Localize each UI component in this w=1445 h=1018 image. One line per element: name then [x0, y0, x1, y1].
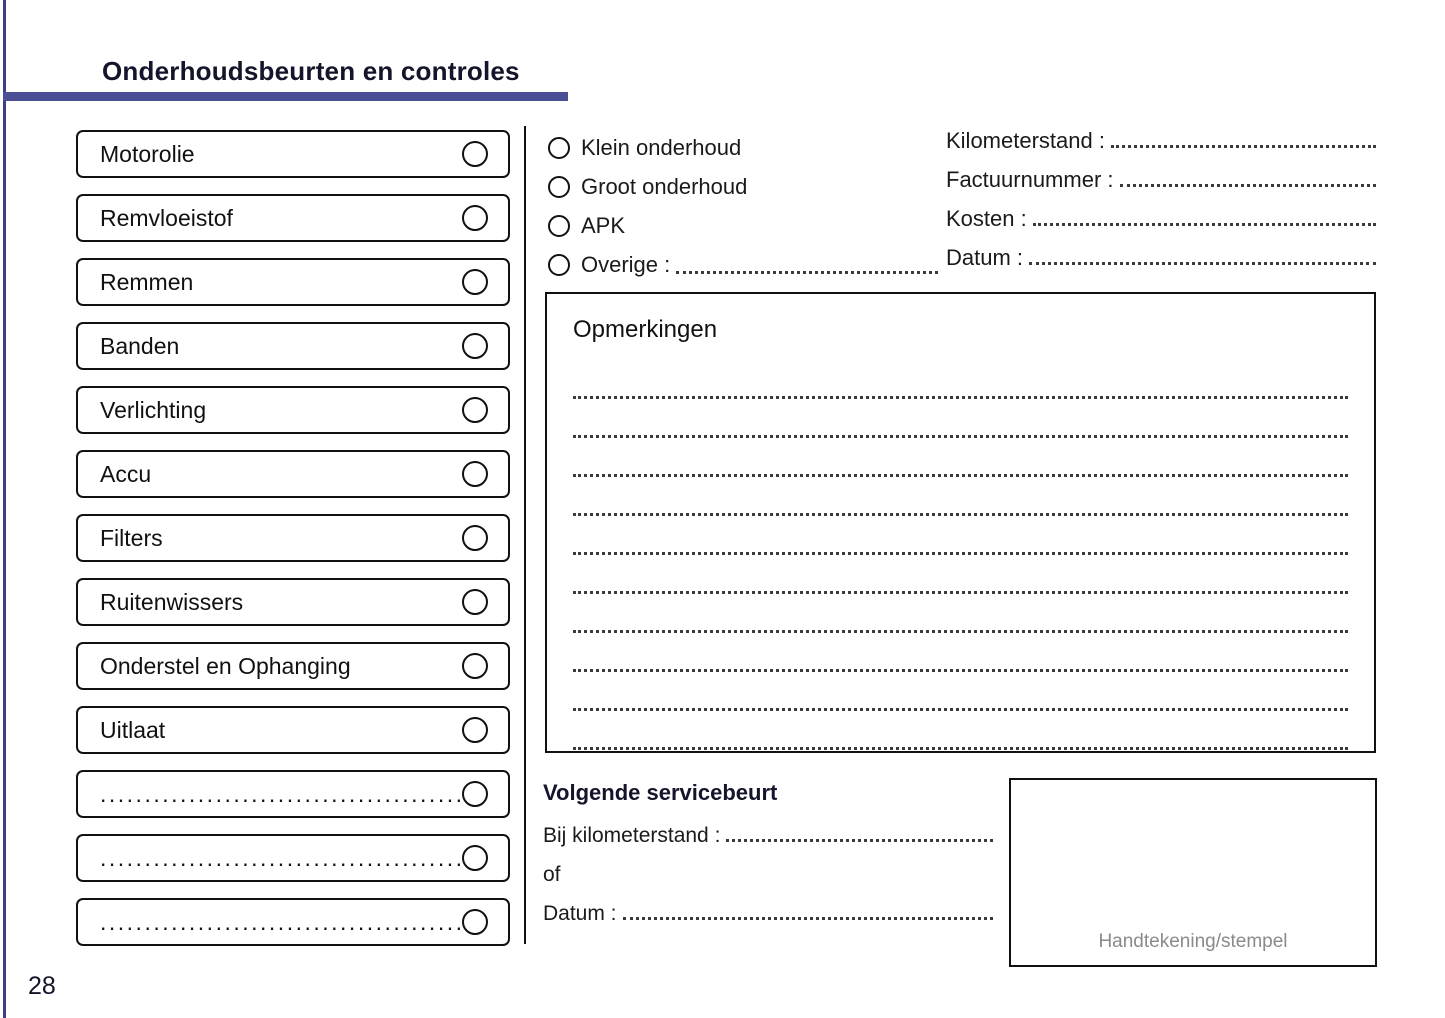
remarks-line[interactable]: [573, 399, 1348, 438]
remarks-line[interactable]: [573, 555, 1348, 594]
field-kilometerstand[interactable]: [946, 128, 1376, 167]
field-input-line[interactable]: [1033, 208, 1376, 226]
checklist-blank-line: .........................................: [100, 908, 465, 935]
radio-circle-icon[interactable]: [548, 176, 570, 198]
checklist-label: Motorolie: [100, 140, 195, 167]
checklist-row[interactable]: [76, 194, 510, 242]
checklist-row[interactable]: [76, 386, 510, 434]
next-service-mileage-label: Bij kilometerstand :: [543, 824, 721, 847]
checkbox-circle-icon[interactable]: [462, 653, 488, 679]
service-record-fields: [946, 128, 1376, 284]
checkbox-circle-icon[interactable]: [462, 205, 488, 231]
field-input-line[interactable]: [1029, 247, 1376, 265]
checkbox-circle-icon[interactable]: [462, 781, 488, 807]
checklist-label: Onderstel en Ophanging: [100, 652, 351, 679]
signature-box[interactable]: [1009, 778, 1377, 967]
checklist-row[interactable]: [76, 642, 510, 690]
column-divider: [524, 126, 526, 944]
field-label: Kosten :: [946, 206, 1027, 231]
field-label: Factuurnummer :: [946, 167, 1114, 192]
checklist-blank-line: .........................................: [100, 780, 465, 807]
checklist-label: Accu: [100, 460, 152, 487]
page-left-rule: [3, 0, 6, 1018]
remarks-line[interactable]: [573, 477, 1348, 516]
next-service-date[interactable]: [543, 902, 993, 941]
page-number: 28: [28, 972, 56, 1000]
service-type-options: [548, 128, 938, 284]
next-service-mileage-line[interactable]: [726, 826, 993, 842]
field-input-line[interactable]: [1120, 169, 1377, 187]
checklist: [76, 130, 510, 962]
checkbox-circle-icon[interactable]: [462, 141, 488, 167]
checklist-row[interactable]: [76, 514, 510, 562]
remarks-title: Opmerkingen: [573, 316, 718, 343]
next-service-date-line[interactable]: [623, 904, 993, 920]
field-label: Kilometerstand :: [946, 128, 1105, 153]
service-option-apk[interactable]: [548, 206, 938, 245]
overige-input-line[interactable]: [676, 256, 938, 274]
checkbox-circle-icon[interactable]: [462, 909, 488, 935]
service-option-label: Groot onderhoud: [581, 173, 748, 199]
checkbox-circle-icon[interactable]: [462, 461, 488, 487]
checklist-row-blank[interactable]: [76, 770, 510, 818]
checklist-row-blank[interactable]: [76, 898, 510, 946]
remarks-lines: [547, 360, 1374, 750]
checklist-label: Uitlaat: [100, 716, 166, 743]
next-service-mileage[interactable]: [543, 824, 993, 863]
title-underline: [3, 92, 568, 101]
checklist-row[interactable]: [76, 578, 510, 626]
next-service-title: Volgende servicebeurt: [543, 780, 778, 805]
next-service-section: [543, 780, 993, 941]
checklist-label: Banden: [100, 332, 180, 359]
checklist-row[interactable]: [76, 130, 510, 178]
page-title: Onderhoudsbeurten en controles: [102, 56, 520, 86]
remarks-line[interactable]: [573, 516, 1348, 555]
radio-circle-icon[interactable]: [548, 215, 570, 237]
checkbox-circle-icon[interactable]: [462, 397, 488, 423]
checkbox-circle-icon[interactable]: [462, 269, 488, 295]
checklist-label: Remvloeistof: [100, 204, 233, 231]
radio-circle-icon[interactable]: [548, 137, 570, 159]
remarks-line[interactable]: [573, 672, 1348, 711]
field-label: Datum :: [946, 245, 1024, 270]
service-option-label: Overige :: [581, 251, 671, 277]
field-kosten[interactable]: [946, 206, 1376, 245]
checklist-label: Remmen: [100, 268, 194, 295]
checklist-blank-line: .........................................: [100, 844, 465, 871]
service-option-overige[interactable]: [548, 245, 938, 284]
checkbox-circle-icon[interactable]: [462, 589, 488, 615]
field-datum[interactable]: [946, 245, 1376, 284]
remarks-line[interactable]: [573, 633, 1348, 672]
next-service-or-label: of: [543, 863, 561, 886]
checklist-row-blank[interactable]: [76, 834, 510, 882]
checklist-row[interactable]: [76, 706, 510, 754]
checklist-label: Filters: [100, 524, 163, 551]
remarks-line[interactable]: [573, 711, 1348, 750]
field-factuurnummer[interactable]: [946, 167, 1376, 206]
remarks-line[interactable]: [573, 438, 1348, 477]
service-option-label: APK: [581, 212, 626, 238]
signature-caption: Handtekening/stempel: [1098, 931, 1288, 952]
checklist-row[interactable]: [76, 258, 510, 306]
remarks-box[interactable]: [545, 292, 1376, 753]
checkbox-circle-icon[interactable]: [462, 717, 488, 743]
service-option-klein-onderhoud[interactable]: [548, 128, 938, 167]
checklist-row[interactable]: [76, 450, 510, 498]
field-input-line[interactable]: [1111, 130, 1376, 148]
service-option-groot-onderhoud[interactable]: [548, 167, 938, 206]
next-service-date-label: Datum :: [543, 902, 617, 925]
radio-circle-icon[interactable]: [548, 254, 570, 276]
checkbox-circle-icon[interactable]: [462, 845, 488, 871]
checkbox-circle-icon[interactable]: [462, 333, 488, 359]
checklist-label: Ruitenwissers: [100, 588, 244, 615]
checklist-row[interactable]: [76, 322, 510, 370]
remarks-line[interactable]: [573, 594, 1348, 633]
remarks-line[interactable]: [573, 360, 1348, 399]
checklist-label: Verlichting: [100, 396, 207, 423]
service-option-label: Klein onderhoud: [581, 134, 742, 160]
checkbox-circle-icon[interactable]: [462, 525, 488, 551]
